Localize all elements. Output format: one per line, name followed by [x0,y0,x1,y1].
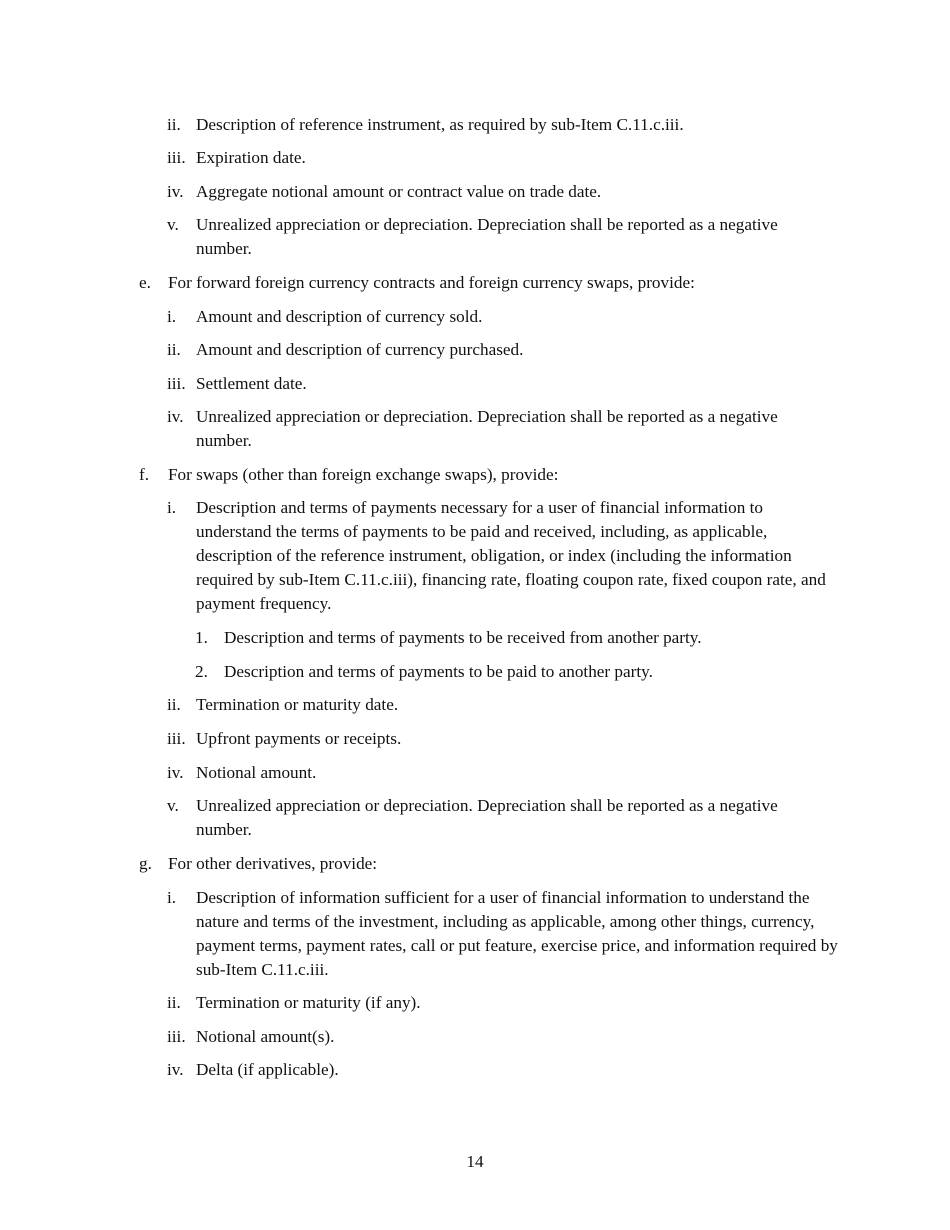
list-text: Unrealized appreciation or depreciation. Depreciation shall be reported as a negative number. [196,215,778,258]
list-item [167,113,837,137]
list-marker: 1. [195,628,208,647]
list-marker: ii. [167,115,181,134]
list-text: Description of information sufficient for a user of financial information to understand the nature and terms of the investment, including as applicable, among other things, currency, payment terms, payment rates, call or put feature, exercise price, and information required by sub-Item C.11.c.iii. [196,888,838,979]
list-text: Unrealized appreciation or depreciation. Depreciation shall be reported as a negative number. [196,796,778,839]
list-item [167,496,837,616]
list-marker: iii. [167,1027,186,1046]
list-text: Delta (if applicable). [196,1060,339,1079]
list-text: Termination or maturity (if any). [196,993,421,1012]
list-item [167,761,837,785]
list-item [167,1025,837,1049]
list-text: Description of reference instrument, as required by sub-Item C.11.c.iii. [196,115,684,134]
list-section-e [139,271,839,295]
list-marker: ii. [167,695,181,714]
list-item [167,180,837,204]
list-item [167,213,837,261]
list-item [167,146,837,170]
list-item [167,727,837,751]
list-marker: f. [139,465,150,484]
list-marker: i. [167,888,177,907]
list-marker: iii. [167,148,186,167]
list-text: Amount and description of currency sold. [196,307,483,326]
list-marker: iv. [167,182,184,201]
list-section-f [139,463,839,487]
list-text: Notional amount. [196,763,317,782]
list-marker: e. [139,273,151,292]
list-item [167,693,837,717]
list-marker: 2. [195,662,208,681]
section-heading: For swaps (other than foreign exchange swaps), provide: [168,465,559,484]
list-marker: i. [167,307,177,326]
list-text: Termination or maturity date. [196,695,399,714]
list-item [167,305,837,329]
list-text: Amount and description of currency purchased. [196,340,524,359]
list-item [167,1058,837,1082]
list-marker: iv. [167,1060,184,1079]
list-marker: v. [167,215,179,234]
list-text: Description and terms of payments necessary for a user of financial information to understand the terms of payments to be paid and received, including, as applicable, description of the reference instrument, obligation, or index (including the information required by sub-Item C.11.c.iii), financing rate, floating coupon rate, fixed coupon rate, and payment frequency. [196,498,826,613]
sub-list-item [195,626,835,650]
list-item [167,338,837,362]
list-item [167,372,837,396]
list-marker: iii. [167,729,186,748]
list-marker: g. [139,854,152,873]
sub-list-item [195,660,835,684]
list-marker: ii. [167,993,181,1012]
list-marker: iv. [167,407,184,426]
section-heading: For forward foreign currency contracts and foreign currency swaps, provide: [168,273,695,292]
list-text: Settlement date. [196,374,307,393]
list-text: Unrealized appreciation or depreciation. Depreciation shall be reported as a negative number. [196,407,778,450]
list-text: Description and terms of payments to be paid to another party. [224,662,653,681]
page-number: 14 [466,1152,484,1171]
list-item [167,991,837,1015]
list-item [167,405,837,453]
list-marker: i. [167,498,177,517]
list-section-g [139,852,839,876]
list-text: Description and terms of payments to be received from another party. [224,628,702,647]
list-text: Notional amount(s). [196,1027,335,1046]
list-text: Expiration date. [196,148,306,167]
list-text: Aggregate notional amount or contract value on trade date. [196,182,602,201]
list-marker: ii. [167,340,181,359]
list-item [167,886,839,982]
section-heading: For other derivatives, provide: [168,854,378,873]
list-marker: iv. [167,763,184,782]
list-text: Upfront payments or receipts. [196,729,402,748]
list-item [167,794,837,842]
list-marker: iii. [167,374,186,393]
list-marker: v. [167,796,179,815]
